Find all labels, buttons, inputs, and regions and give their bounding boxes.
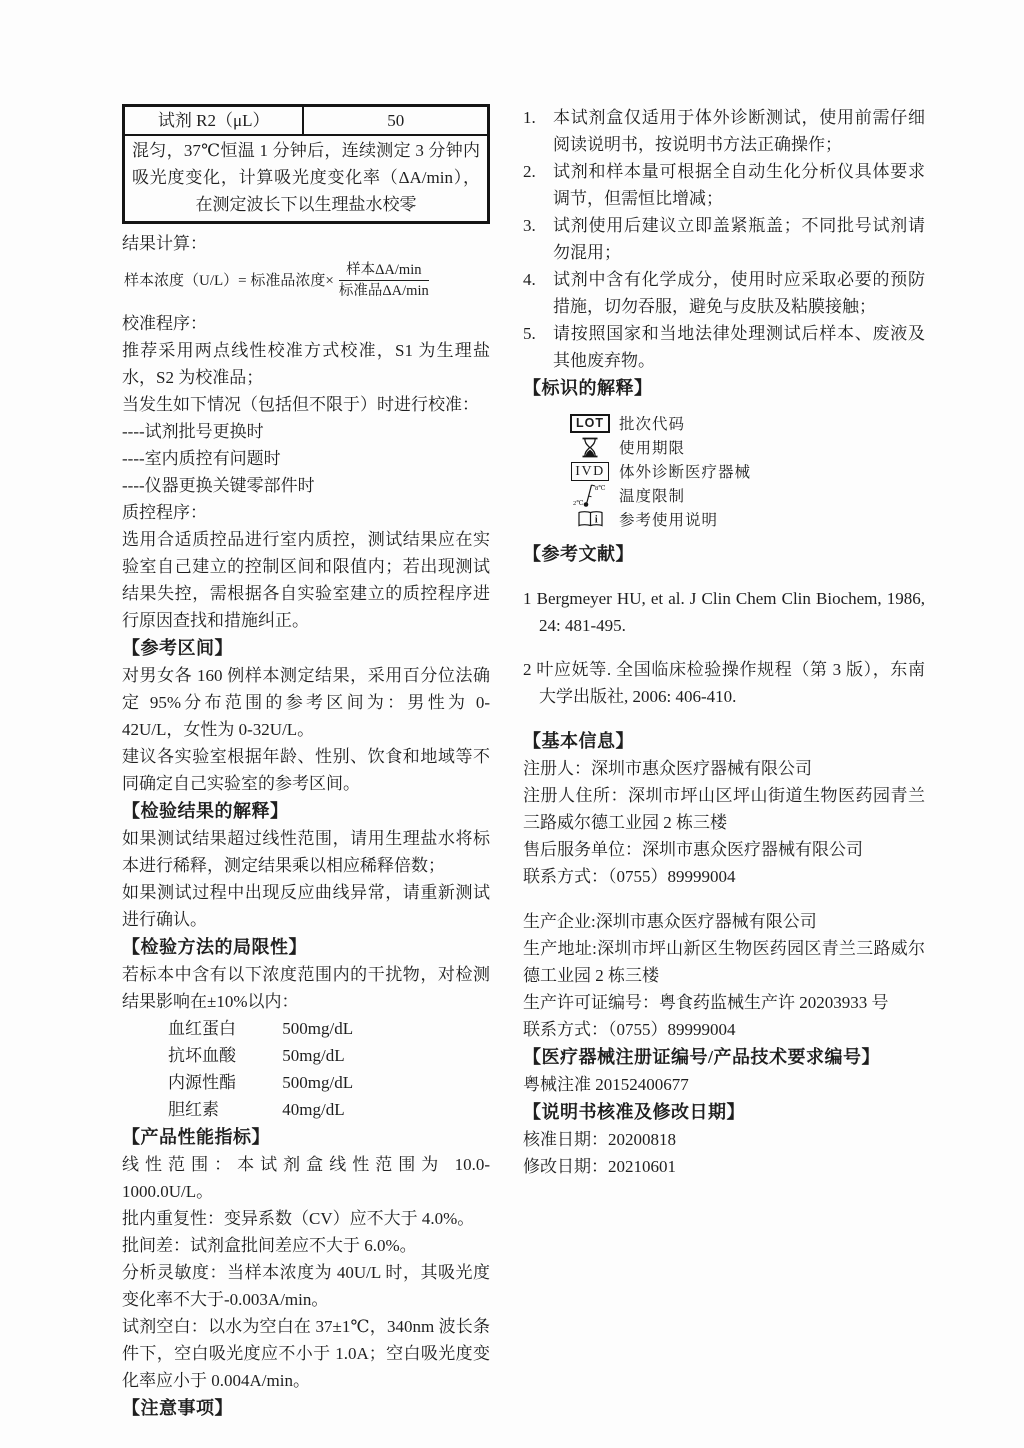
symbol-label: 参考使用说明 bbox=[619, 512, 719, 529]
section-heading-result-interpretation: 【检验结果的解释】 bbox=[122, 801, 289, 821]
interference-intro: 若标本中含有以下浓度范围内的干扰物，对检测结果影响在±10%以内： bbox=[122, 965, 490, 1011]
symbol-label: 体外诊断医疗器械 bbox=[619, 464, 752, 481]
performance-repeatability: 批内重复性：变异系数（CV）应不大于 4.0%。 bbox=[122, 1209, 475, 1228]
production-license-number: 生产许可证编号：粤食药监械生产许 20203933 号 bbox=[523, 993, 889, 1012]
reference-entry: 2 叶应妩等. 全国临床检验操作规程（第 3 版），东南大学出版社, 2006: 406-410. bbox=[523, 660, 925, 706]
performance-linearity: 线性范围：本试剂盒线性范围为 10.0-1000.0U/L。 bbox=[122, 1155, 490, 1201]
symbol-legend bbox=[523, 411, 925, 531]
reference-interval-advice: 建议各实验室根据年龄、性别、饮食和地域等不同确定自己实验室的参考区间。 bbox=[122, 747, 490, 793]
interferent-name: 内源性酯 bbox=[168, 1073, 236, 1092]
registrant-address: 注册人住所：深圳市坪山区坪山街道生物医药园青兰三路威尔德工业园 2 栋三楼 bbox=[523, 786, 925, 832]
precaution-item bbox=[523, 320, 925, 374]
interferent-name: 胆红素 bbox=[168, 1100, 219, 1119]
calibration-condition-lot-change: ----试剂批号更换时 bbox=[122, 422, 264, 441]
interferent-value: 50mg/dL bbox=[282, 1046, 345, 1065]
calibration-conditions-intro: 当发生如下情况（包括但不限于）时进行校准： bbox=[122, 395, 479, 414]
hourglass-icon bbox=[561, 437, 619, 458]
calibration-condition-qc-problem: ----室内质控有问题时 bbox=[122, 449, 281, 468]
svg-text:i: i bbox=[594, 514, 598, 526]
left-column bbox=[122, 104, 490, 1422]
section-heading-registration-number: 【医疗器械注册证编号/产品技术要求编号】 bbox=[523, 1047, 880, 1067]
performance-lot-difference: 批间差：试剂盒批间差应不大于 6.0%。 bbox=[122, 1236, 417, 1255]
precaution-number: 2. bbox=[523, 162, 536, 181]
table-cell-reagent-r2-label: 试剂 R2（μL） bbox=[125, 107, 304, 134]
result-calculation-label: 结果计算： bbox=[122, 234, 207, 253]
formula-fraction bbox=[339, 261, 429, 300]
precaution-number: 4. bbox=[523, 270, 536, 289]
calibration-recommendation: 推荐采用两点线性校准方式校准，S1 为生理盐水，S2 为校准品； bbox=[122, 341, 490, 387]
reference-interval-text: 对男女各 160 例样本测定结果，采用百分位法确定 95%分布范围的参考区间为：男性为 0-42U/L，女性为 0-32U/L。 bbox=[122, 666, 490, 739]
reference-entry: 1 Bergmeyer HU, et al. J Clin Chem Clin Biochem, 1986, 24: 481-495. bbox=[523, 589, 925, 635]
section-heading-precautions: 【注意事项】 bbox=[122, 1398, 233, 1418]
revision-date: 修改日期：20210601 bbox=[523, 1157, 676, 1176]
precaution-item bbox=[523, 266, 925, 320]
table-row-reagent-r2 bbox=[125, 107, 487, 136]
symbol-label: 使用期限 bbox=[619, 440, 686, 457]
formula-numerator: 样本ΔA/min bbox=[339, 261, 429, 281]
formula-denominator: 标准品ΔA/min bbox=[338, 283, 429, 299]
symbol-row-lot bbox=[561, 411, 925, 435]
ivd-icon: IVD bbox=[561, 462, 619, 481]
symbol-row-ivd bbox=[561, 459, 925, 483]
precaution-item bbox=[523, 212, 925, 266]
svg-text:2℃: 2℃ bbox=[573, 500, 584, 507]
section-heading-performance: 【产品性能指标】 bbox=[122, 1127, 270, 1147]
approval-date: 核准日期：20200818 bbox=[523, 1130, 676, 1149]
precaution-text: 本试剂盒仅适用于体外诊断测试，使用前需仔细阅读说明书，按说明书方法正确操作； bbox=[553, 108, 925, 154]
lot-icon: LOT bbox=[561, 414, 619, 433]
interferent-name: 血红蛋白 bbox=[168, 1019, 236, 1038]
section-heading-revision-dates: 【说明书核准及修改日期】 bbox=[523, 1102, 745, 1122]
result-interpretation-retest: 如果测试过程中出现反应曲线异常，请重新测试进行确认。 bbox=[122, 883, 490, 929]
formula-lhs: 样本浓度（U/L）= 标准品浓度× bbox=[124, 272, 334, 289]
temperature-limit-icon bbox=[561, 482, 619, 508]
interferent-list bbox=[122, 1015, 490, 1123]
symbol-label: 温度限制 bbox=[619, 488, 686, 505]
manufacturer-contact-phone: 联系方式：（0755）89999004 bbox=[523, 1020, 736, 1039]
symbol-row-consult-instructions bbox=[561, 507, 925, 531]
registration-number: 粤械注准 20152400677 bbox=[523, 1075, 689, 1094]
consult-instructions-icon bbox=[561, 510, 619, 528]
section-heading-method-limitations: 【检验方法的局限性】 bbox=[122, 937, 307, 957]
right-column bbox=[523, 104, 925, 1180]
section-heading-basic-info: 【基本信息】 bbox=[523, 731, 634, 751]
concentration-formula bbox=[124, 261, 490, 300]
section-heading-reference-interval: 【参考区间】 bbox=[122, 638, 233, 658]
interferent-row bbox=[168, 1096, 490, 1123]
interferent-row bbox=[168, 1042, 490, 1069]
result-interpretation-dilution: 如果测试结果超过线性范围，请用生理盐水将标本进行稀释，测定结果乘以相应稀释倍数； bbox=[122, 829, 490, 875]
interferent-row bbox=[168, 1069, 490, 1096]
contact-phone: 联系方式：（0755）89999004 bbox=[523, 867, 736, 886]
precaution-text: 请按照国家和当地法律处理测试后样本、废液及其他废弃物。 bbox=[553, 324, 925, 370]
performance-reagent-blank: 试剂空白：以水为空白在 37±1℃，340nm 波长条件下，空白吸光度应不小于 1.0A；空白吸光度变化率应小于 0.004A/min。 bbox=[122, 1317, 490, 1390]
performance-sensitivity: 分析灵敏度：当样本浓度为 40U/L 时，其吸光度变化率不大于-0.003A/min。 bbox=[122, 1263, 490, 1309]
interferent-value: 40mg/dL bbox=[282, 1100, 345, 1119]
interferent-row bbox=[168, 1015, 490, 1042]
section-heading-references: 【参考文献】 bbox=[523, 544, 634, 564]
manufacturer-address: 生产地址:深圳市坪山新区生物医药园区青兰三路威尔德工业园 2 栋三楼 bbox=[523, 939, 925, 985]
manufacturer-name: 生产企业:深圳市惠众医疗器械有限公司 bbox=[523, 912, 817, 931]
interferent-value: 500mg/dL bbox=[282, 1019, 354, 1038]
precaution-number: 1. bbox=[523, 108, 536, 127]
precaution-text: 试剂和样本量可根据全自动生化分析仪具体要求调节，但需恒比增减； bbox=[553, 162, 925, 208]
calibration-procedure-label: 校准程序： bbox=[122, 314, 207, 333]
precaution-item bbox=[523, 104, 925, 158]
table-cell-reagent-r2-volume: 50 bbox=[387, 111, 405, 130]
section-heading-symbols: 【标识的解释】 bbox=[523, 378, 653, 398]
table-cell-measurement-procedure: 混匀，37℃恒温 1 分钟后，连续测定 3 分钟内吸光度变化，计算吸光度变化率（ΔA/min），在测定波长下以生理盐水校零 bbox=[132, 141, 480, 214]
precaution-text: 试剂中含有化学成分，使用时应采取必要的预防措施，切勿吞服，避免与皮肤及粘膜接触； bbox=[553, 270, 925, 316]
symbol-row-expiry bbox=[561, 435, 925, 459]
qc-procedure-label: 质控程序： bbox=[122, 503, 207, 522]
precaution-number: 5. bbox=[523, 324, 536, 343]
qc-procedure-text: 选用合适质控品进行室内质控，测试结果应在实验室自己建立的控制区间和限值内；若出现测试结果失控，需根据各自实验室建立的质控程序进行原因查找和措施纠正。 bbox=[122, 530, 490, 630]
svg-text:8℃: 8℃ bbox=[595, 485, 606, 492]
precaution-number: 3. bbox=[523, 216, 536, 235]
precaution-text: 试剂使用后建议立即盖紧瓶盖；不同批号试剂请勿混用； bbox=[553, 216, 925, 262]
calibration-condition-instrument-parts: ----仪器更换关键零部件时 bbox=[122, 476, 315, 495]
interferent-name: 抗坏血酸 bbox=[168, 1046, 236, 1065]
precaution-item bbox=[523, 158, 925, 212]
interferent-value: 500mg/dL bbox=[282, 1073, 354, 1092]
symbol-row-temperature bbox=[561, 483, 925, 507]
after-sales-unit: 售后服务单位：深圳市惠众医疗器械有限公司 bbox=[523, 840, 863, 859]
reagent-procedure-table bbox=[122, 104, 490, 224]
registrant-name: 注册人：深圳市惠众医疗器械有限公司 bbox=[523, 759, 812, 778]
symbol-label: 批次代码 bbox=[619, 416, 686, 433]
